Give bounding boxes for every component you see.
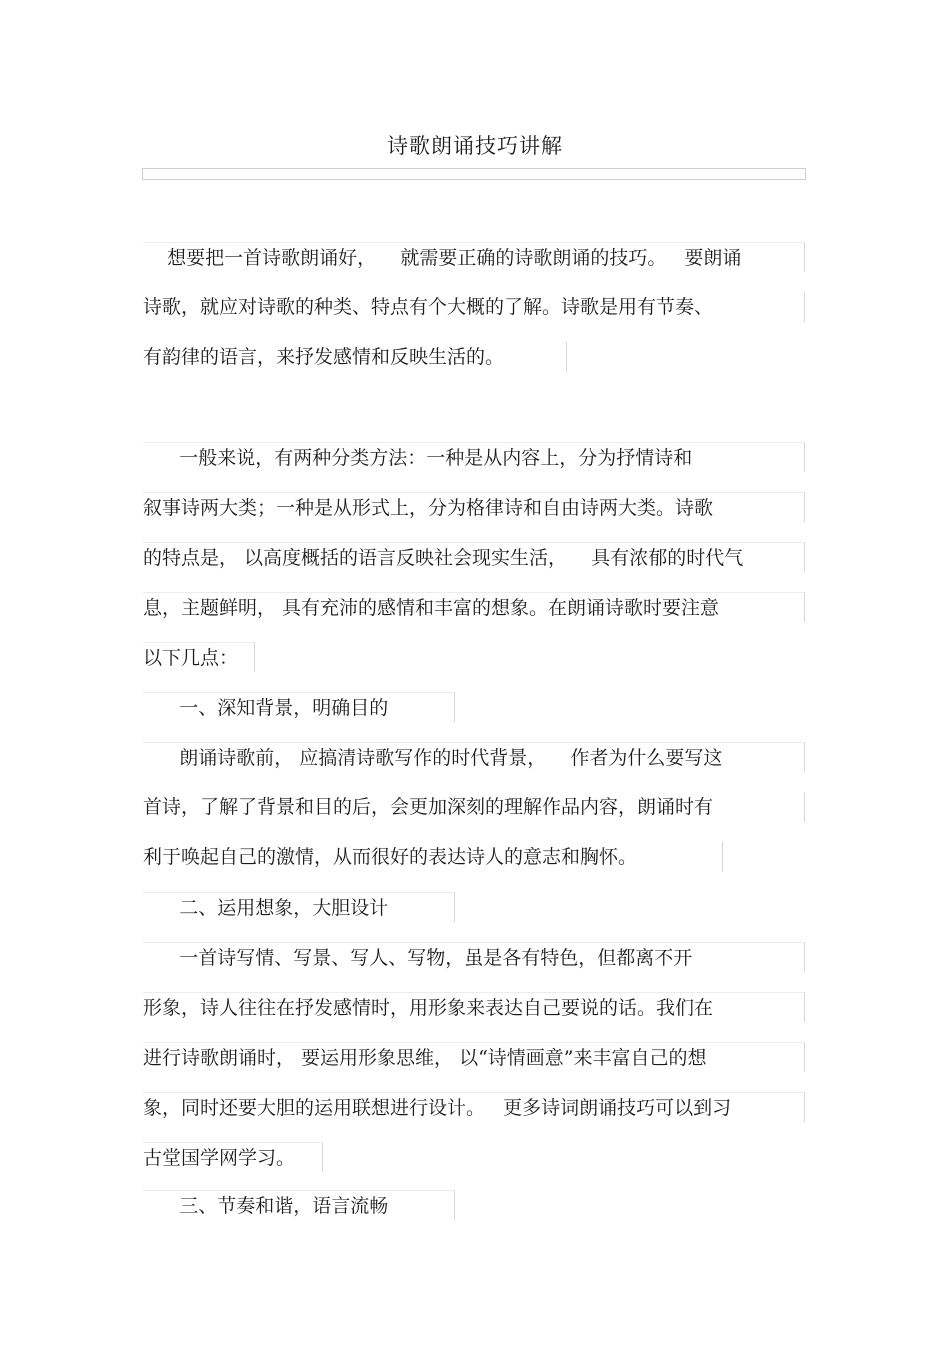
title-divider <box>142 168 806 180</box>
paragraph-line: 诗歌，就应对诗歌的种类、特点有个大概的了解。诗歌是用有节奏、 <box>143 292 805 322</box>
paragraph-line: 有韵律的语言，来抒发感情和反映生活的。 <box>143 342 567 372</box>
paragraph-line: 朗诵诗歌前， 应搞清诗歌写作的时代背景， 作者为什么要写这 <box>143 742 805 772</box>
paragraph-line: 的特点是， 以高度概括的语言反映社会现实生活， 具有浓郁的时代气 <box>143 542 805 572</box>
paragraph-line: 以下几点： <box>143 642 255 672</box>
paragraph-line: 古堂国学网学习。 <box>143 1142 323 1172</box>
document-title: 诗歌朗诵技巧讲解 <box>387 134 563 158</box>
paragraph-line: 形象，诗人往往在抒发感情时，用形象来表达自己要说的话。我们在 <box>143 992 805 1022</box>
section-heading: 三、节奏和谐，语言流畅 <box>143 1190 455 1220</box>
paragraph-line: 想要把一首诗歌朗诵好， 就需要正确的诗歌朗诵的技巧。 要朗诵 <box>143 242 805 272</box>
paragraph-line: 叙事诗两大类；一种是从形式上，分为格律诗和自由诗两大类。诗歌 <box>143 492 805 522</box>
paragraph-line: 利于唤起自己的激情，从而很好的表达诗人的意志和胸怀。 <box>143 842 723 872</box>
paragraph-line: 一首诗写情、写景、写人、写物，虽是各有特色，但都离不开 <box>143 942 805 972</box>
paragraph-line: 进行诗歌朗诵时， 要运用形象思维， 以“诗情画意”来丰富自己的想 <box>143 1042 805 1072</box>
paragraph-line: 息，主题鲜明， 具有充沛的感情和丰富的想象。在朗诵诗歌时要注意 <box>143 592 805 622</box>
section-heading: 二、运用想象，大胆设计 <box>143 892 455 922</box>
paragraph-line: 首诗，了解了背景和目的后，会更加深刻的理解作品内容，朗诵时有 <box>143 792 805 822</box>
paragraph-line: 象，同时还要大胆的运用联想进行设计。 更多诗词朗诵技巧可以到习 <box>143 1092 805 1122</box>
paragraph-line: 一般来说，有两种分类方法：一种是从内容上，分为抒情诗和 <box>143 442 805 472</box>
section-heading: 一、深知背景，明确目的 <box>143 692 455 722</box>
